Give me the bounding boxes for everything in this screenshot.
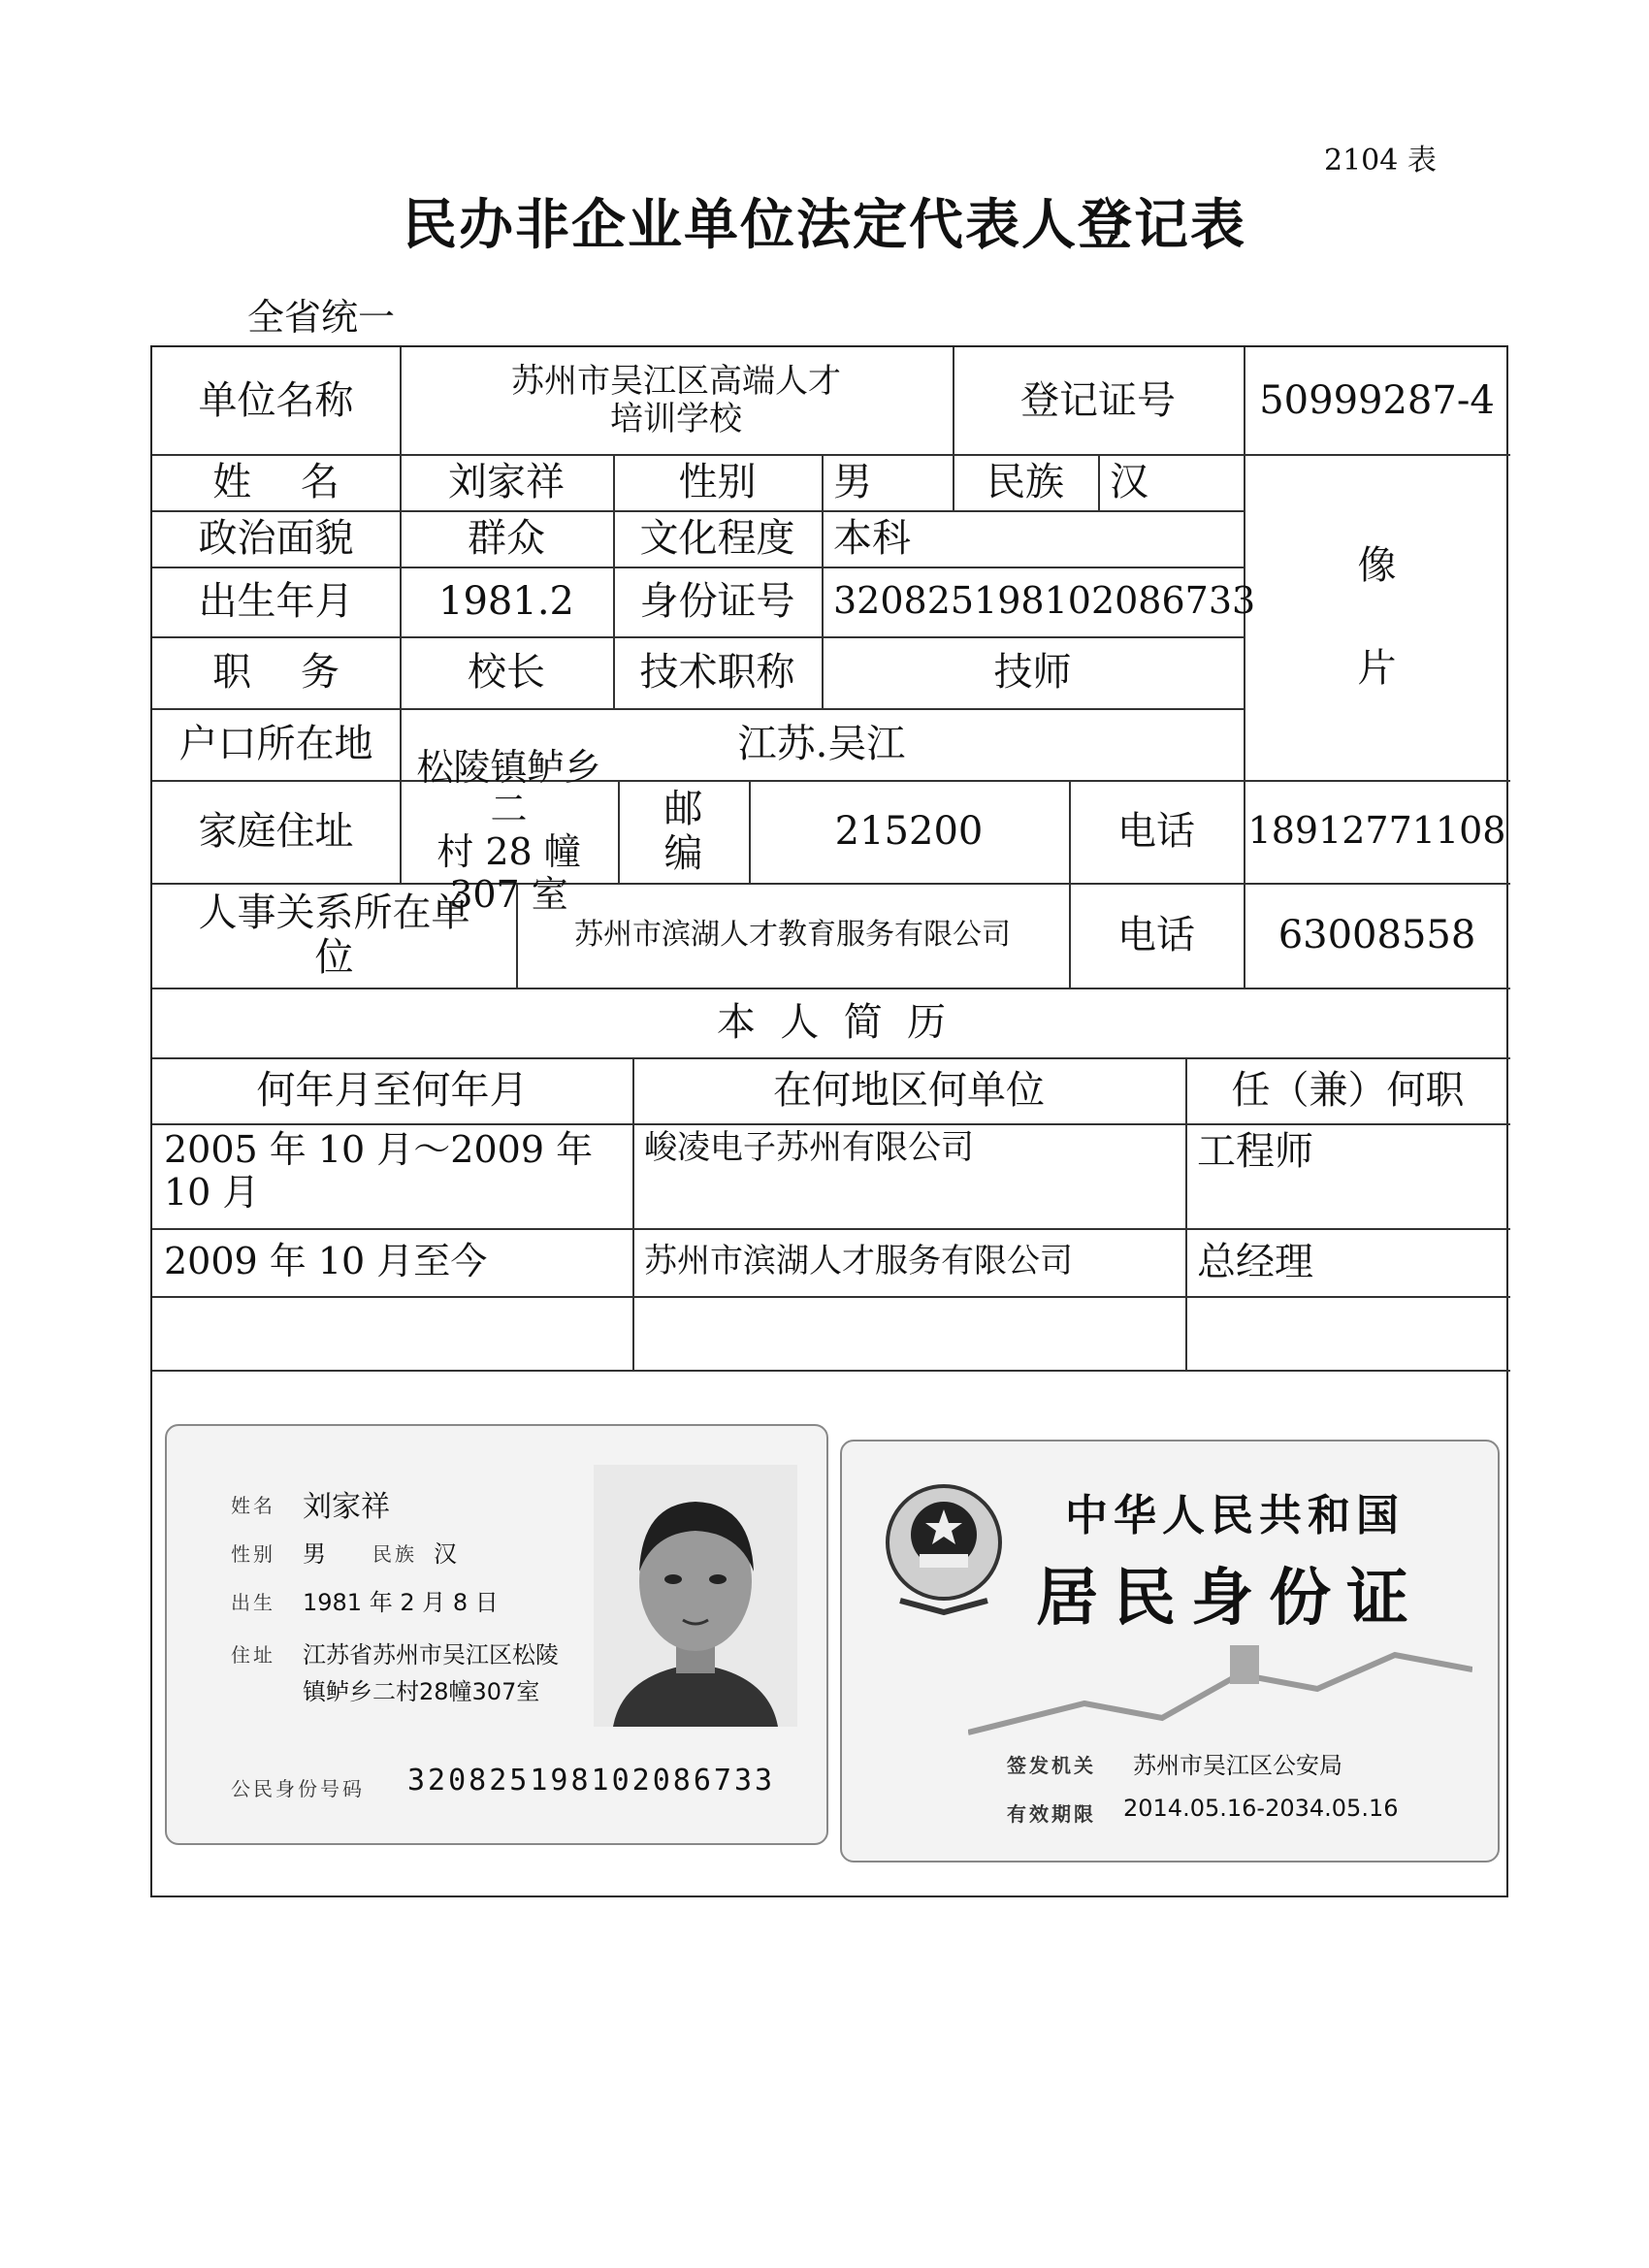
ethnicity-value: 汉 <box>1110 460 1148 504</box>
postcode-label <box>618 780 749 883</box>
card-country: 中华人民共和国 <box>1065 1491 1405 1540</box>
hr-unit-value: 苏州市滨湖人才教育服务有限公司 <box>574 917 1011 952</box>
position-value: 校长 <box>468 650 545 695</box>
resume-header-period: 何年月至何年月 <box>256 1068 529 1113</box>
card-ethnicity: 汉 <box>434 1540 457 1568</box>
scope-note: 全省统一 <box>247 296 396 339</box>
phone-value: 18912771108 <box>1247 809 1506 853</box>
address-value <box>400 745 618 916</box>
card-issuer-label: 签发机关 <box>1007 1754 1096 1777</box>
unit-name-label: 单位名称 <box>198 378 354 423</box>
postcode-label-1: 邮 <box>663 787 703 831</box>
resume-row-2-period: 2009 年 10 月至今 <box>164 1240 488 1283</box>
political-label: 政治面貌 <box>198 516 354 561</box>
reg-no-label: 登记证号 <box>1020 378 1176 423</box>
address-label: 家庭住址 <box>198 809 354 854</box>
birth-label: 出生年月 <box>198 579 354 624</box>
name-value: 刘家祥 <box>448 460 565 504</box>
id-card-back-image <box>840 1440 1500 1863</box>
hukou-value: 江苏.吴江 <box>737 722 906 766</box>
address-line-2: 村 28 幢 307 室 <box>436 830 581 916</box>
card-birth: 1981 年 2 月 8 日 <box>303 1589 499 1616</box>
tech-title-value: 技师 <box>993 650 1072 695</box>
form-number: 2104 表 <box>1324 144 1437 178</box>
hr-unit-label-1: 人事关系所在单 <box>198 891 470 935</box>
photo-char-2: 片 <box>1357 646 1397 691</box>
card-address-label: 住址 <box>231 1643 275 1667</box>
resume-header-role: 任（兼）何职 <box>1231 1068 1465 1113</box>
resume-row-1-org: 峻凌电子苏州有限公司 <box>644 1128 974 1167</box>
portrait-photo <box>594 1465 797 1727</box>
birth-value: 1981.2 <box>438 579 574 624</box>
id-card-front-image <box>165 1424 828 1845</box>
unit-name-value <box>400 347 953 454</box>
hr-unit-label <box>152 883 516 988</box>
page-title: 民办非企业单位法定代表人登记表 <box>403 194 1246 257</box>
phone-label: 电话 <box>1117 809 1195 854</box>
card-name-label: 姓名 <box>231 1494 275 1517</box>
political-value: 群众 <box>468 516 545 561</box>
card-name: 刘家祥 <box>303 1490 390 1524</box>
education-value: 本科 <box>833 516 911 561</box>
resume-row-2-org: 苏州市滨湖人才服务有限公司 <box>644 1242 1073 1281</box>
card-issuer: 苏州市吴江区公安局 <box>1133 1752 1342 1779</box>
card-title: 居民身份证 <box>1036 1562 1424 1635</box>
card-gender-label: 性别 <box>231 1542 275 1566</box>
card-ethnicity-label: 民族 <box>372 1542 417 1566</box>
national-emblem-icon <box>881 1476 1007 1622</box>
card-gender: 男 <box>303 1540 326 1568</box>
idno-value: 320825198102086733 <box>833 579 1256 623</box>
reg-no-value: 50999287-4 <box>1259 378 1495 423</box>
hr-phone-value: 63008558 <box>1277 913 1476 957</box>
resume-row-1-role: 工程师 <box>1197 1129 1313 1174</box>
resume-header-org: 在何地区何单位 <box>773 1068 1045 1113</box>
unit-name-line-1: 苏州市吴江区高端人才 <box>511 361 841 401</box>
education-label: 文化程度 <box>639 516 795 561</box>
hr-unit-label-2: 位 <box>314 935 354 980</box>
gender-value: 男 <box>833 460 872 504</box>
resume-row-1-period-line-1: 2005 年 10 月～2009 年 <box>164 1128 594 1171</box>
card-validity: 2014.05.16-2034.05.16 <box>1123 1795 1399 1822</box>
resume-row-1-period <box>152 1123 632 1228</box>
postcode-value: 215200 <box>834 809 984 854</box>
card-id-number: 320825198102086733 <box>407 1764 776 1798</box>
address-line-1: 松陵镇鲈乡二 <box>416 745 601 831</box>
card-validity-label: 有效期限 <box>1007 1802 1096 1826</box>
photo-box <box>1244 454 1510 780</box>
card-address-line-1: 江苏省苏州市吴江区松陵 <box>303 1641 559 1669</box>
resume-title: 本 人 简 历 <box>716 1000 947 1045</box>
hukou-label: 户口所在地 <box>178 722 373 766</box>
tech-title-label: 技术职称 <box>639 650 795 695</box>
great-wall-icon <box>968 1636 1472 1742</box>
postcode-label-2: 编 <box>663 831 703 876</box>
name-label: 姓 名 <box>212 460 340 504</box>
gender-label: 性别 <box>678 460 757 504</box>
position-label: 职 务 <box>212 650 340 695</box>
card-id-label: 公民身份号码 <box>231 1777 365 1800</box>
photo-char-1: 像 <box>1357 543 1397 588</box>
resume-row-1-period-line-2: 10 月 <box>164 1170 260 1214</box>
card-address-line-2: 镇鲈乡二村28幢307室 <box>303 1678 540 1705</box>
hr-phone-label: 电话 <box>1117 913 1195 957</box>
card-birth-label: 出生 <box>231 1591 275 1614</box>
idno-label: 身份证号 <box>639 579 795 624</box>
resume-row-2-role: 总经理 <box>1197 1240 1313 1284</box>
ethnicity-label: 民族 <box>986 460 1064 504</box>
unit-name-line-2: 培训学校 <box>610 400 742 438</box>
